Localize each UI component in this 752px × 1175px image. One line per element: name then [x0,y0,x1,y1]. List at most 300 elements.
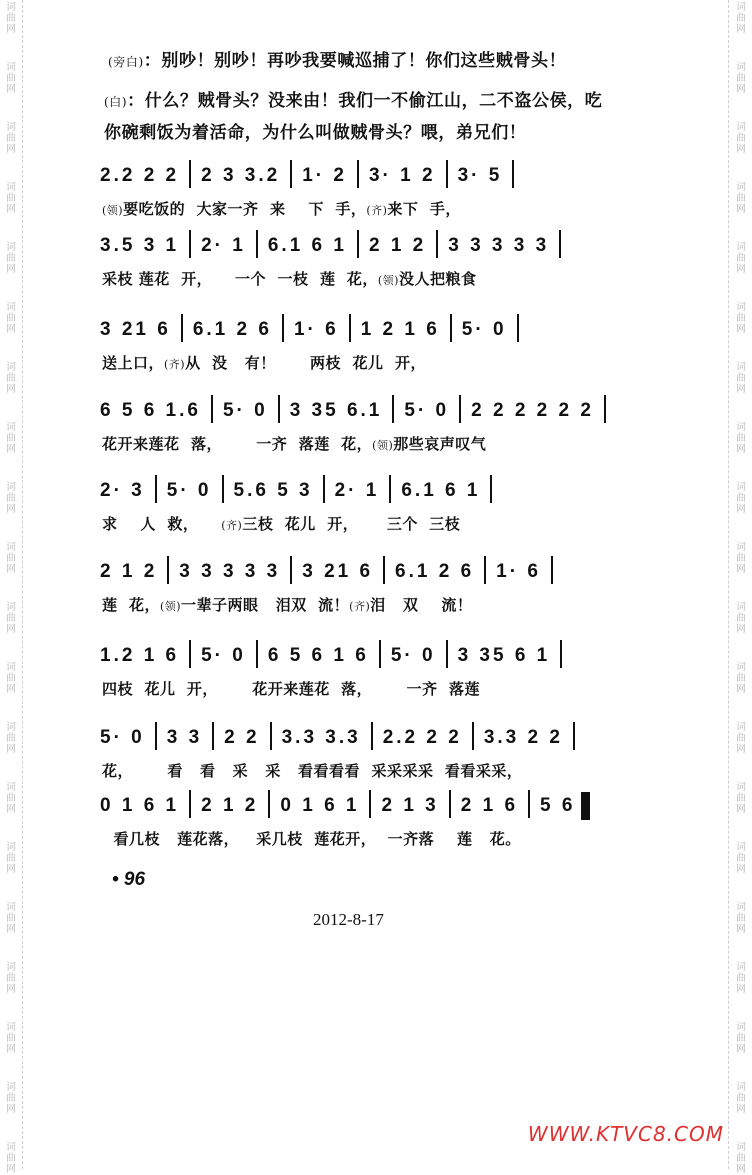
side-watermark-char: 曲 [736,253,746,264]
right-side-watermark [732,0,750,1175]
side-watermark-char: 词 [6,1082,16,1093]
side-watermark-char: 词 [6,1022,16,1033]
page-number: • 96 [112,869,146,890]
barline [371,722,373,750]
side-watermark-char: 网 [736,384,746,395]
side-watermark-char: 曲 [736,553,746,564]
dialogue-line-1 [108,46,678,71]
barline [256,640,258,668]
measure: 2.2 2 2 [382,727,462,749]
barline [490,475,492,503]
side-watermark-char: 曲 [6,673,16,684]
side-watermark-group [6,2,16,35]
side-watermark-char: 曲 [736,613,746,624]
measure: 2 1 3 [381,795,439,817]
measure: 5· 0 [404,400,450,422]
part-tag: (齐) [164,358,186,371]
side-watermark-char: 词 [6,362,16,373]
barline [379,640,381,668]
barline [282,314,284,342]
lyric-text: 莲 花， [102,596,160,614]
barline [357,230,359,258]
side-watermark-char: 曲 [736,673,746,684]
side-watermark-group [6,182,16,215]
side-watermark-group [736,302,746,335]
barline [256,230,258,258]
measure: 0 1 6 1 [100,795,180,817]
side-watermark-char: 曲 [736,13,746,24]
barline [290,556,292,584]
side-watermark-char: 网 [736,684,746,695]
side-watermark-char: 词 [6,542,16,553]
side-watermark-group [6,962,16,995]
lyric-text: 四枝 花儿 开， 花开来莲花 落， 一齐 落莲 [102,680,480,698]
notation-line [100,558,670,584]
measure: 1 2 1 6 [360,319,440,341]
side-watermark-char: 词 [736,302,746,313]
side-watermark-group [6,1142,16,1175]
side-watermark-group [736,362,746,395]
barline [449,790,451,818]
barline [155,475,157,503]
measure: 1· 2 [302,165,347,187]
side-watermark-char: 词 [736,722,746,733]
lyric-text: 从 没 有！ 两枝 花儿 开， [185,354,426,372]
barline [389,475,391,503]
side-watermark-char: 网 [6,624,16,635]
side-watermark-char: 曲 [6,793,16,804]
side-watermark-char: 网 [6,384,16,395]
side-watermark-group [736,902,746,935]
side-watermark-char: 网 [6,984,16,995]
side-watermark-char: 网 [736,924,746,935]
side-watermark-char: 曲 [6,553,16,564]
side-watermark-char: 曲 [736,733,746,744]
measure: 5· 0 [222,400,268,422]
side-watermark-char: 网 [6,84,16,95]
side-watermark-char: 词 [6,962,16,973]
side-watermark-char: 网 [6,504,16,515]
barline [189,640,191,668]
side-watermark-group [736,1082,746,1115]
barline [551,556,553,584]
side-watermark-char: 词 [6,1142,16,1153]
side-watermark-char: 曲 [736,493,746,504]
side-watermark-char: 网 [6,324,16,335]
side-watermark-group [736,602,746,635]
part-tag: (齐) [221,519,243,532]
measure: 2· 1 [334,480,380,502]
side-watermark-char: 网 [736,504,746,515]
side-watermark-char: 网 [736,24,746,35]
lyric-text: 来下 手， [387,200,461,218]
side-watermark-char: 曲 [6,1153,16,1164]
barline [446,640,448,668]
side-watermark-char: 词 [6,842,16,853]
lyric-line [102,433,682,454]
side-watermark-group [736,122,746,155]
side-watermark-char: 曲 [6,973,16,984]
measure: 6.1 6 1 [267,235,347,257]
side-watermark-char: 网 [736,1164,746,1175]
lyric-text: 那些哀声叹气 [393,435,487,453]
side-watermark-char: 曲 [736,313,746,324]
side-watermark-char: 网 [6,864,16,875]
side-watermark-group [736,1142,746,1175]
measure: 2 1 6 [460,795,519,817]
side-watermark-char: 网 [6,924,16,935]
side-watermark-char: 网 [6,1104,16,1115]
side-watermark-char: 网 [6,144,16,155]
measure: 3.3 3.3 [281,727,361,749]
side-watermark-char: 词 [6,122,16,133]
barline [450,314,452,342]
dialogue-text: ：什么？贼骨头？没来由！我们一不偷江山，二不盗公侯，吃 [127,91,603,111]
side-watermark-char: 词 [736,1022,746,1033]
barline [323,475,325,503]
barline [189,790,191,818]
side-watermark-char: 曲 [736,373,746,384]
side-watermark-char: 曲 [736,133,746,144]
measure: 3 35 6 1 [457,645,551,667]
measure: 6 5 6 1 6 [267,645,369,667]
measure: 2· 3 [100,480,145,502]
side-watermark-group [6,542,16,575]
barline [211,395,213,423]
side-watermark-char: 曲 [6,913,16,924]
side-watermark-group [6,122,16,155]
barline [436,230,438,258]
measure: 3.5 3 1 [100,235,180,257]
side-watermark-group [6,782,16,815]
dialogue-line-2 [104,86,674,111]
side-watermark-char: 网 [6,1164,16,1175]
side-watermark-char: 曲 [6,73,16,84]
side-watermark-char: 词 [736,842,746,853]
side-watermark-char: 词 [736,542,746,553]
notation-line [100,162,670,188]
side-watermark-group [736,662,746,695]
side-watermark-char: 词 [736,602,746,613]
side-watermark-char: 曲 [736,193,746,204]
side-watermark-char: 词 [736,902,746,913]
side-watermark-char: 词 [6,722,16,733]
lyric-text: 花， 看 看 采 采 看看看看 采采采采 看看采采， [102,762,523,780]
side-watermark-char: 网 [736,444,746,455]
side-watermark-char: 曲 [6,253,16,264]
side-watermark-char: 网 [6,444,16,455]
barline [181,314,183,342]
barline [472,722,474,750]
dialogue-text: ：别吵！别吵！再吵我要喊巡捕了！你们这些贼骨头！ [143,51,567,71]
measure: 5· 0 [390,645,436,667]
side-watermark-char: 网 [6,804,16,815]
side-watermark-char: 词 [6,2,16,13]
side-watermark-group [6,662,16,695]
barline [573,722,575,750]
measure: 6 5 6 1.6 [100,400,201,422]
side-watermark-char: 曲 [6,733,16,744]
side-watermark-group [736,722,746,755]
part-tag: (齐) [366,204,388,217]
speaker-tag: (旁白) [108,55,144,69]
site-watermark: WWW.KTVC8.COM [527,1122,724,1146]
side-watermark-char: 词 [6,62,16,73]
measure: 3 3 [166,727,203,749]
side-watermark-group [6,902,16,935]
date: 2012-8-17 [313,910,384,929]
lyric-text: 要吃饭的 大家一齐 来 下 手， [123,200,367,218]
barline [446,160,448,188]
side-watermark-char: 曲 [736,1033,746,1044]
side-watermark-char: 网 [736,264,746,275]
side-watermark-char: 词 [736,1082,746,1093]
barline [357,160,359,188]
side-watermark-group [736,2,746,35]
side-watermark-char: 曲 [6,1033,16,1044]
side-watermark-char: 曲 [736,973,746,984]
side-watermark-char: 网 [736,864,746,875]
side-watermark-char: 曲 [736,433,746,444]
side-watermark-char: 网 [736,144,746,155]
barline [278,395,280,423]
side-watermark-char: 词 [6,782,16,793]
dialogue-line-3 [104,118,674,143]
side-watermark-group [736,422,746,455]
barline [484,556,486,584]
side-watermark-char: 曲 [6,853,16,864]
measure: 1· 6 [293,319,339,341]
side-watermark-char: 网 [736,1104,746,1115]
side-watermark-char: 词 [736,62,746,73]
side-watermark-group [6,242,16,275]
side-watermark-char: 词 [6,482,16,493]
side-watermark-char: 网 [736,324,746,335]
left-margin-line [22,0,24,1169]
side-watermark-char: 词 [6,182,16,193]
side-watermark-char: 词 [736,242,746,253]
measure: 3 3 3 3 3 [448,235,550,257]
lyric-text: 求 人 救， [102,515,222,533]
speaker-tag: (白) [104,95,128,109]
side-watermark-char: 网 [6,204,16,215]
lyric-line [102,268,682,289]
side-watermark-char: 网 [736,1044,746,1055]
side-watermark-char: 词 [736,122,746,133]
side-watermark-char: 网 [6,684,16,695]
side-watermark-char: 曲 [6,493,16,504]
measure: 2.2 2 2 [100,165,180,187]
side-watermark-char: 曲 [736,793,746,804]
side-watermark-group [736,782,746,815]
part-tag: (齐) [349,600,371,613]
measure: 3 3 3 3 3 [179,561,281,583]
measure: 3· 5 [457,165,503,187]
part-tag: (领) [102,204,124,217]
lyric-text: 花开来莲花 落， 一齐 落莲 花， [102,435,373,453]
side-watermark-char: 词 [736,422,746,433]
side-watermark-char: 网 [6,264,16,275]
notation-line [100,724,670,750]
side-watermark-char: 词 [736,1142,746,1153]
side-watermark-char: 网 [736,564,746,575]
side-watermark-char: 曲 [736,1093,746,1104]
measure: 5· 0 [100,727,145,749]
lyric-line [102,513,682,534]
measure: 2 2 2 2 2 2 [471,400,594,422]
notation-line [100,477,670,503]
side-watermark-group [6,842,16,875]
measure: 3 21 6 [302,561,374,583]
notation-line [100,642,670,668]
lyric-line [102,198,682,219]
side-watermark-char: 词 [736,962,746,973]
lyric-line [102,760,682,781]
side-watermark-char: 网 [736,204,746,215]
left-side-watermark [2,0,20,1175]
barline [155,722,157,750]
side-watermark-char: 曲 [736,1153,746,1164]
measure: 6.1 2 6 [395,561,475,583]
notation-line [100,792,670,818]
barline [268,790,270,818]
side-watermark-char: 曲 [736,913,746,924]
measure: 5· 0 [166,480,212,502]
side-watermark-char: 词 [736,782,746,793]
barline [459,395,461,423]
barline [222,475,224,503]
notation-line [100,232,670,258]
side-watermark-group [736,962,746,995]
lyric-text: 看几枝 莲花落， 采几枝 莲花开， 一齐落 莲 花。 [102,830,521,848]
side-watermark-group [6,482,16,515]
measure: 5 6 [540,795,576,817]
notation-line [100,397,670,423]
side-watermark-char: 网 [736,624,746,635]
side-watermark-group [6,302,16,335]
notation-line [100,316,670,342]
barline [349,314,351,342]
side-watermark-char: 词 [736,662,746,673]
side-watermark-char: 词 [6,662,16,673]
measure: 2· 1 [201,235,246,257]
lyric-line [102,828,682,849]
measure: 3 35 6.1 [289,400,383,422]
measure: 3 21 6 [100,319,171,341]
side-watermark-group [6,1082,16,1115]
lyric-text: 三枝 花儿 开， 三个 三枝 [242,515,461,533]
right-margin-line [728,0,730,1169]
barline [512,160,514,188]
side-watermark-char: 网 [736,744,746,755]
side-watermark-char: 词 [736,482,746,493]
side-watermark-char: 网 [6,744,16,755]
lyric-line [102,594,682,615]
lyric-text: 一辈子两眼 泪双 流！ [181,596,350,614]
side-watermark-char: 曲 [736,853,746,864]
barline [167,556,169,584]
side-watermark-char: 曲 [6,1093,16,1104]
lyric-text: 泪 双 流！ [370,596,473,614]
measure: 6.1 6 1 [401,480,481,502]
side-watermark-char: 词 [6,422,16,433]
side-watermark-group [6,1022,16,1055]
lyric-text: 没人把粮食 [398,270,477,288]
side-watermark-char: 词 [6,902,16,913]
lyric-text: 采枝 莲花 开， 一个 一枝 莲 花， [102,270,378,288]
side-watermark-char: 曲 [6,433,16,444]
final-barline [581,792,590,820]
measure: 5· 0 [201,645,246,667]
measure: 5.6 5 3 [233,480,313,502]
side-watermark-group [6,422,16,455]
dialogue-text: 你碗剩饭为着活命，为什么叫做贼骨头？喂，弟兄们！ [104,123,527,143]
side-watermark-char: 词 [736,2,746,13]
barline [559,230,561,258]
side-watermark-char: 网 [736,84,746,95]
side-watermark-group [6,722,16,755]
barline [270,722,272,750]
side-watermark-group [736,182,746,215]
side-watermark-group [6,362,16,395]
side-watermark-char: 网 [6,1044,16,1055]
barline [383,556,385,584]
side-watermark-char: 词 [6,302,16,313]
measure: 0 1 6 1 [280,795,360,817]
measure: 1· 6 [496,561,541,583]
side-watermark-char: 词 [6,602,16,613]
measure: 1.2 1 6 [100,645,180,667]
barline [392,395,394,423]
side-watermark-group [736,482,746,515]
part-tag: (领) [377,274,399,287]
measure: 2 2 [224,727,260,749]
measure: 2 1 2 [368,235,427,257]
measure: 6.1 2 6 [192,319,272,341]
side-watermark-char: 曲 [6,313,16,324]
side-watermark-char: 曲 [6,373,16,384]
part-tag: (领) [372,439,394,452]
side-watermark-char: 词 [736,362,746,373]
side-watermark-char: 网 [6,24,16,35]
side-watermark-group [736,1022,746,1055]
measure: 2 3 3.2 [201,165,281,187]
side-watermark-group [6,62,16,95]
side-watermark-char: 曲 [6,193,16,204]
lyric-line [102,352,682,373]
barline [528,790,530,818]
side-watermark-char: 词 [736,182,746,193]
barline [212,722,214,750]
side-watermark-char: 网 [736,984,746,995]
barline [517,314,519,342]
barline [369,790,371,818]
measure: 5· 0 [461,319,507,341]
measure: 2 1 2 [100,561,158,583]
measure: 2 1 2 [201,795,259,817]
measure: 3.3 2 2 [483,727,563,749]
side-watermark-char: 网 [6,564,16,575]
side-watermark-group [736,242,746,275]
barline [560,640,562,668]
side-watermark-char: 曲 [6,613,16,624]
side-watermark-group [736,62,746,95]
lyric-line [102,678,682,699]
side-watermark-char: 网 [736,804,746,815]
side-watermark-group [736,842,746,875]
part-tag: (领) [159,600,182,613]
barline [290,160,292,188]
